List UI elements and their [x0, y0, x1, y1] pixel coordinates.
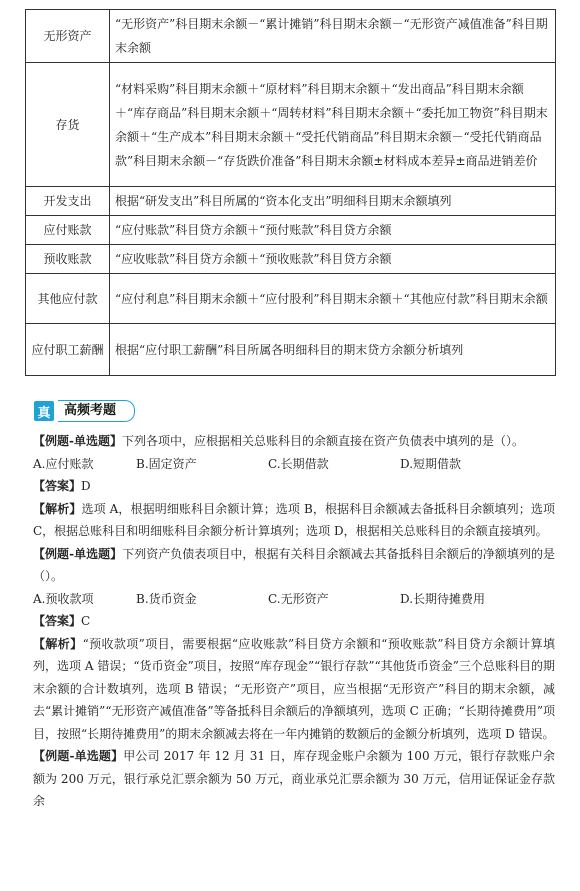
option-c: C.长期借款	[268, 456, 329, 471]
explanation-tag: 【解析】	[33, 636, 83, 651]
question-3	[33, 745, 555, 813]
question-text: 下列各项中，应根据相关总账科目的余额直接在资产负债表中填列的是（）。	[121, 434, 524, 448]
table-row	[26, 274, 556, 324]
answer-2	[33, 610, 555, 633]
desc-cell: “应付账款”科目贷方余额＋“预付账款”科目贷方余额	[110, 216, 556, 245]
desc-cell: “材料采购”科目期末余额＋“原材料”科目期末余额＋“发出商品”科目期末余额＋“库存商品”科目期末余额＋“周转材料”科目期末余额＋“委托加工物资”科目期末余额＋“生产成本”科目期末余额＋“受托代销商品”科目期末余额－“受托代销商品款”科目期末余额－“存货跌价准备”科目期末余额±材料成本差异±商品进销差价	[110, 63, 556, 187]
options	[33, 588, 555, 611]
explanation-text: 选项 A，根据明细账科目余额计算；选项 B，根据科目余额减去备抵科目余额填列；选项 C，根据总账科目和明细账科目余额分析计算填列；选项 D，根据相关总账科目的余额直接填列。	[33, 501, 555, 538]
desc-cell: “无形资产”科目期末余额－“累计摊销”科目期末余额－“无形资产减值准备”科目期末余额	[110, 10, 556, 63]
item-cell: 开发支出	[26, 187, 110, 216]
option-a: A.应付账款	[33, 456, 94, 471]
answer-value: C	[81, 614, 91, 628]
table-row	[26, 216, 556, 245]
explanation-1	[33, 498, 555, 543]
desc-cell: 根据“应付职工薪酬”科目所属各明细科目的期末贷方余额分析填列	[110, 324, 556, 376]
explanation-tag: 【解析】	[33, 501, 82, 516]
table-row	[26, 63, 556, 187]
item-cell: 应付账款	[26, 216, 110, 245]
item-cell: 其他应付款	[26, 274, 110, 324]
question-1	[33, 430, 555, 453]
question-tag: 【例题-单选题】	[33, 546, 123, 561]
option-d: D.短期借款	[400, 456, 462, 471]
question-2	[33, 543, 555, 588]
item-cell: 无形资产	[26, 10, 110, 63]
answer-value: D	[81, 479, 91, 493]
question-tag: 【例题-单选题】	[33, 434, 122, 448]
option-d: D.长期待摊费用	[400, 591, 486, 606]
desc-cell: “应收账款”科目贷方余额＋“预收账款”科目贷方余额	[110, 245, 556, 274]
question-text: 下列资产负债表项目中，根据有关科目余额减去其备抵科目余额后的净额填列的是（）。	[33, 546, 555, 583]
section-title: 高频考题	[58, 400, 135, 422]
option-c: C.无形资产	[268, 591, 329, 606]
option-b: B.固定资产	[136, 456, 197, 471]
options	[33, 453, 555, 476]
table-row	[26, 245, 556, 274]
desc-cell: “应付利息”科目期末余额＋“应付股利”科目期末余额＋“其他应付款”科目期末余额	[110, 274, 556, 324]
item-cell: 应付职工薪酬	[26, 324, 110, 376]
exam-icon: 真	[34, 401, 54, 421]
answer-1	[33, 475, 555, 498]
answer-tag: 【答案】	[33, 479, 82, 493]
item-cell: 预收账款	[26, 245, 110, 274]
questions	[33, 430, 555, 813]
section-header	[34, 400, 135, 422]
option-a: A.预收款项	[33, 591, 94, 606]
item-cell: 存货	[26, 63, 110, 187]
explanation-2	[33, 633, 555, 746]
table-row	[26, 324, 556, 376]
option-b: B.货币资金	[136, 591, 197, 606]
balance-sheet-items-table	[25, 9, 556, 376]
question-tag: 【例题-单选题】	[33, 749, 124, 763]
answer-tag: 【答案】	[33, 614, 82, 628]
explanation-text: “预收款项”项目，需要根据“应收账款”科目贷方余额和“预收账款”科目贷方余额计算填列，选项 A 错误；“货币资金”项目，按照“库存现金”“银行存款”“其他货币资金”三个总账科目的期末余额的合计数填列，选项 B 错误；“无形资产”项目，应当根据“无形资产”科目的期末余额，减去“累计摊销”“无形资产减值准备”等备抵科目余额后的净额填列，选项 C 正确；“长期待摊费用”项目，按照“长期待摊费用”的期末余额减去将在一年内摊销的数额后的金额分析填列，选项 D 错误。	[33, 636, 555, 741]
question-text: 甲公司 2017 年 12 月 31 日，库存现金账户余额为 100 万元，银行存款账户余额为 200 万元，银行承兑汇票余额为 50 万元，商业承兑汇票余额为 30 万元，信用证保证金存款余	[33, 749, 555, 808]
table-row	[26, 10, 556, 63]
table-row	[26, 187, 556, 216]
desc-cell: 根据“研发支出”科目所属的“资本化支出”明细科目期末余额填列	[110, 187, 556, 216]
